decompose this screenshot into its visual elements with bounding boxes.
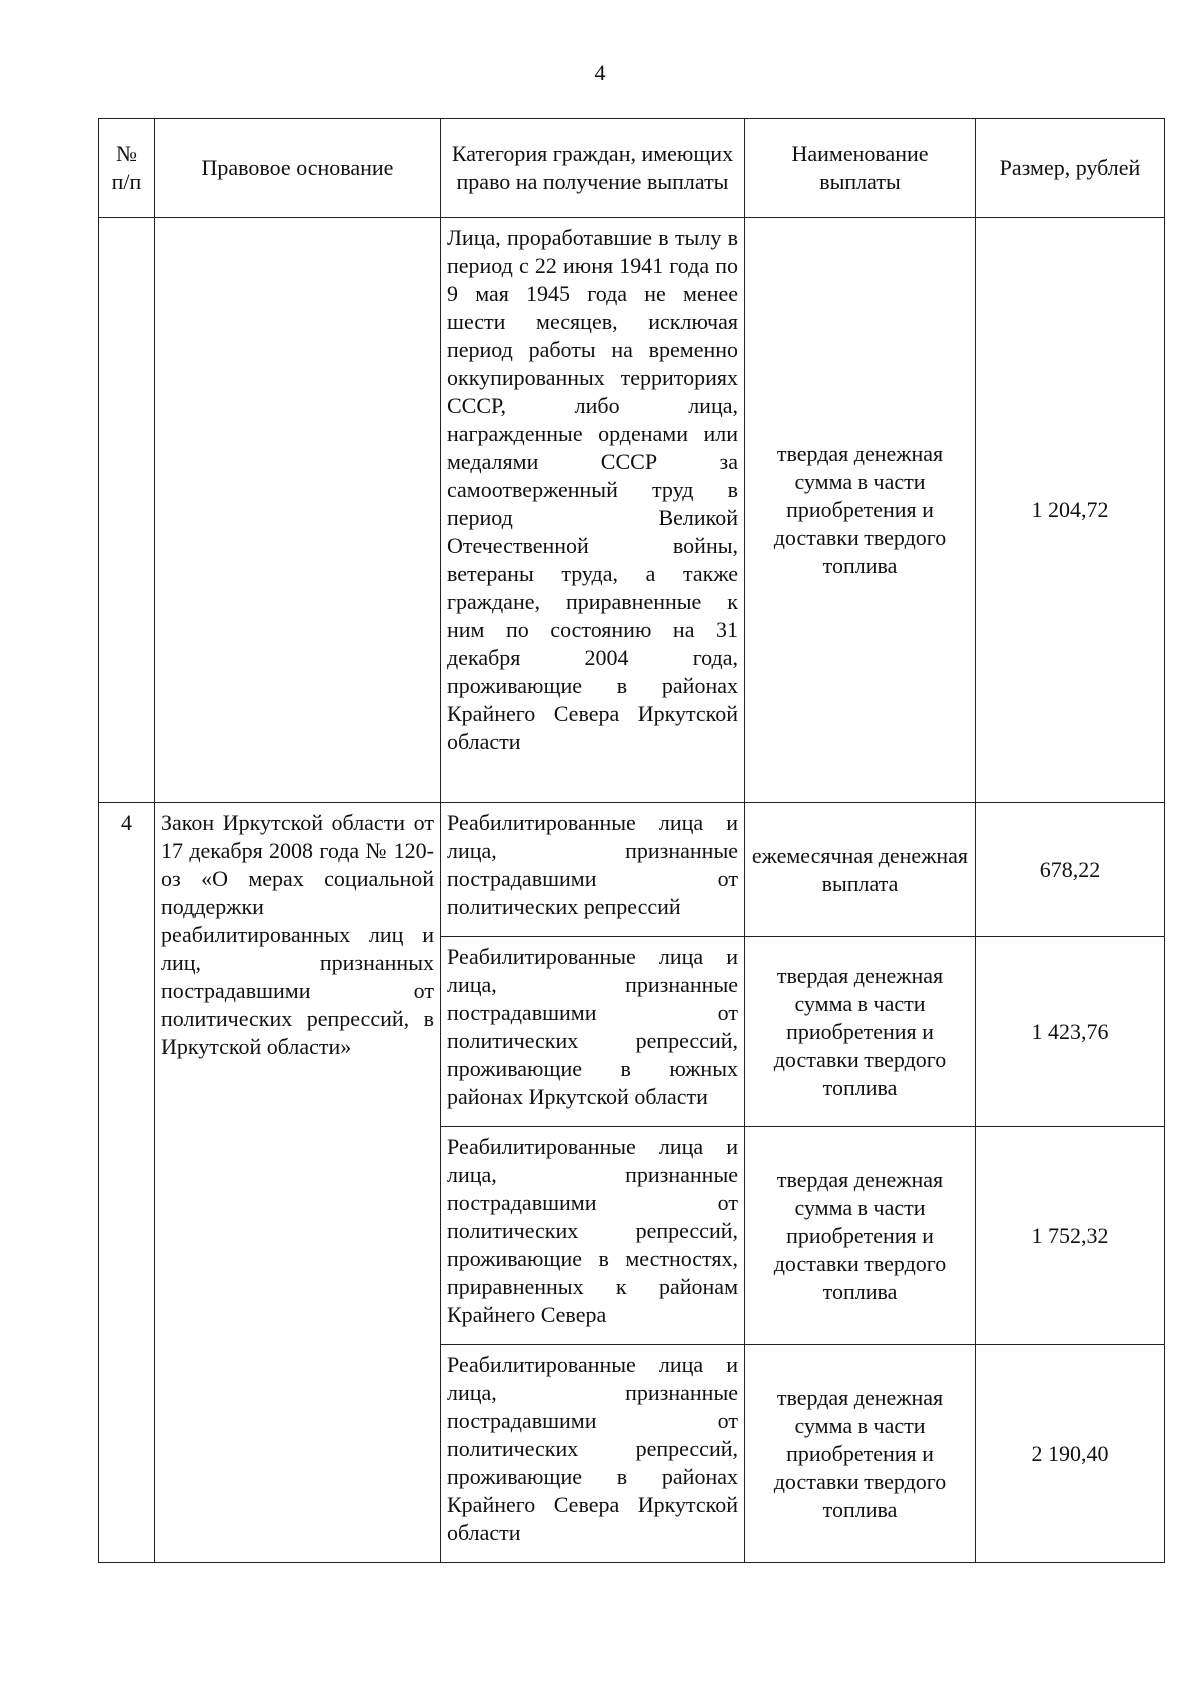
header-category: Категория граждан, имеющих право на получение выплаты: [441, 119, 745, 218]
row-category: Лица, проработавшие в тылу в период с 22 июня 1941 года по 9 мая 1945 года не менее шести месяцев, исключая период работы на временно оккупированных территориях СССР, либо лица, награжденные орденами или медалями СССР за самоотверженный труд в период Великой Отечественной войны, ветераны труда, а также граждане, приравненные к ним по состоянию на 31 декабря 2004 года, проживающие в районах Крайнего Севера Иркутской области: [441, 218, 745, 803]
row-amount: 1 204,72: [976, 218, 1165, 803]
row-payment-name: твердая денежная сумма в части приобретения и доставки твердого топлива: [745, 1127, 976, 1345]
header-payment-name: Наименование выплаты: [745, 119, 976, 218]
row-category: Реабилитированные лица и лица, признанные пострадавшими от политических репрессий: [441, 803, 745, 937]
row-category: Реабилитированные лица и лица, признанные пострадавшими от политических репрессий, проживающие в районах Крайнего Севера Иркутской области: [441, 1345, 745, 1563]
page-number: 4: [594, 60, 606, 85]
row-payment-name: твердая денежная сумма в части приобретения и доставки твердого топлива: [745, 937, 976, 1127]
row-payment-name: твердая денежная сумма в части приобретения и доставки твердого топлива: [745, 218, 976, 803]
row-amount: 1 423,76: [976, 937, 1165, 1127]
payments-table: [98, 118, 1165, 1563]
table-header-row: [99, 119, 1165, 218]
header-amount: Размер, рублей: [976, 119, 1165, 218]
row-amount: 1 752,32: [976, 1127, 1165, 1345]
row-category: Реабилитированные лица и лица, признанные пострадавшими от политических репрессий, проживающие в местностях, приравненных к районам Крайнего Севера: [441, 1127, 745, 1345]
row-amount: 678,22: [976, 803, 1165, 937]
group-basis: Закон Иркутской области от 17 декабря 2008 года № 120-оз «О мерах социальной поддержки реабилитированных лиц и лиц, признанных пострадавшими от политических репрессий, в Иркутской области»: [155, 803, 441, 1563]
row-amount: 2 190,40: [976, 1345, 1165, 1563]
header-basis: Правовое основание: [155, 119, 441, 218]
row-basis-cell: [155, 218, 441, 803]
row-num-cell: [99, 218, 155, 803]
row-category: Реабилитированные лица и лица, признанные пострадавшими от политических репрессий, проживающие в южных районах Иркутской области: [441, 937, 745, 1127]
table-row: [99, 803, 1165, 937]
group-num: 4: [99, 803, 155, 1563]
header-num: № п/п: [99, 119, 155, 218]
row-payment-name: твердая денежная сумма в части приобретения и доставки твердого топлива: [745, 1345, 976, 1563]
table-row: [99, 218, 1165, 803]
row-payment-name: ежемесячная денежная выплата: [745, 803, 976, 937]
